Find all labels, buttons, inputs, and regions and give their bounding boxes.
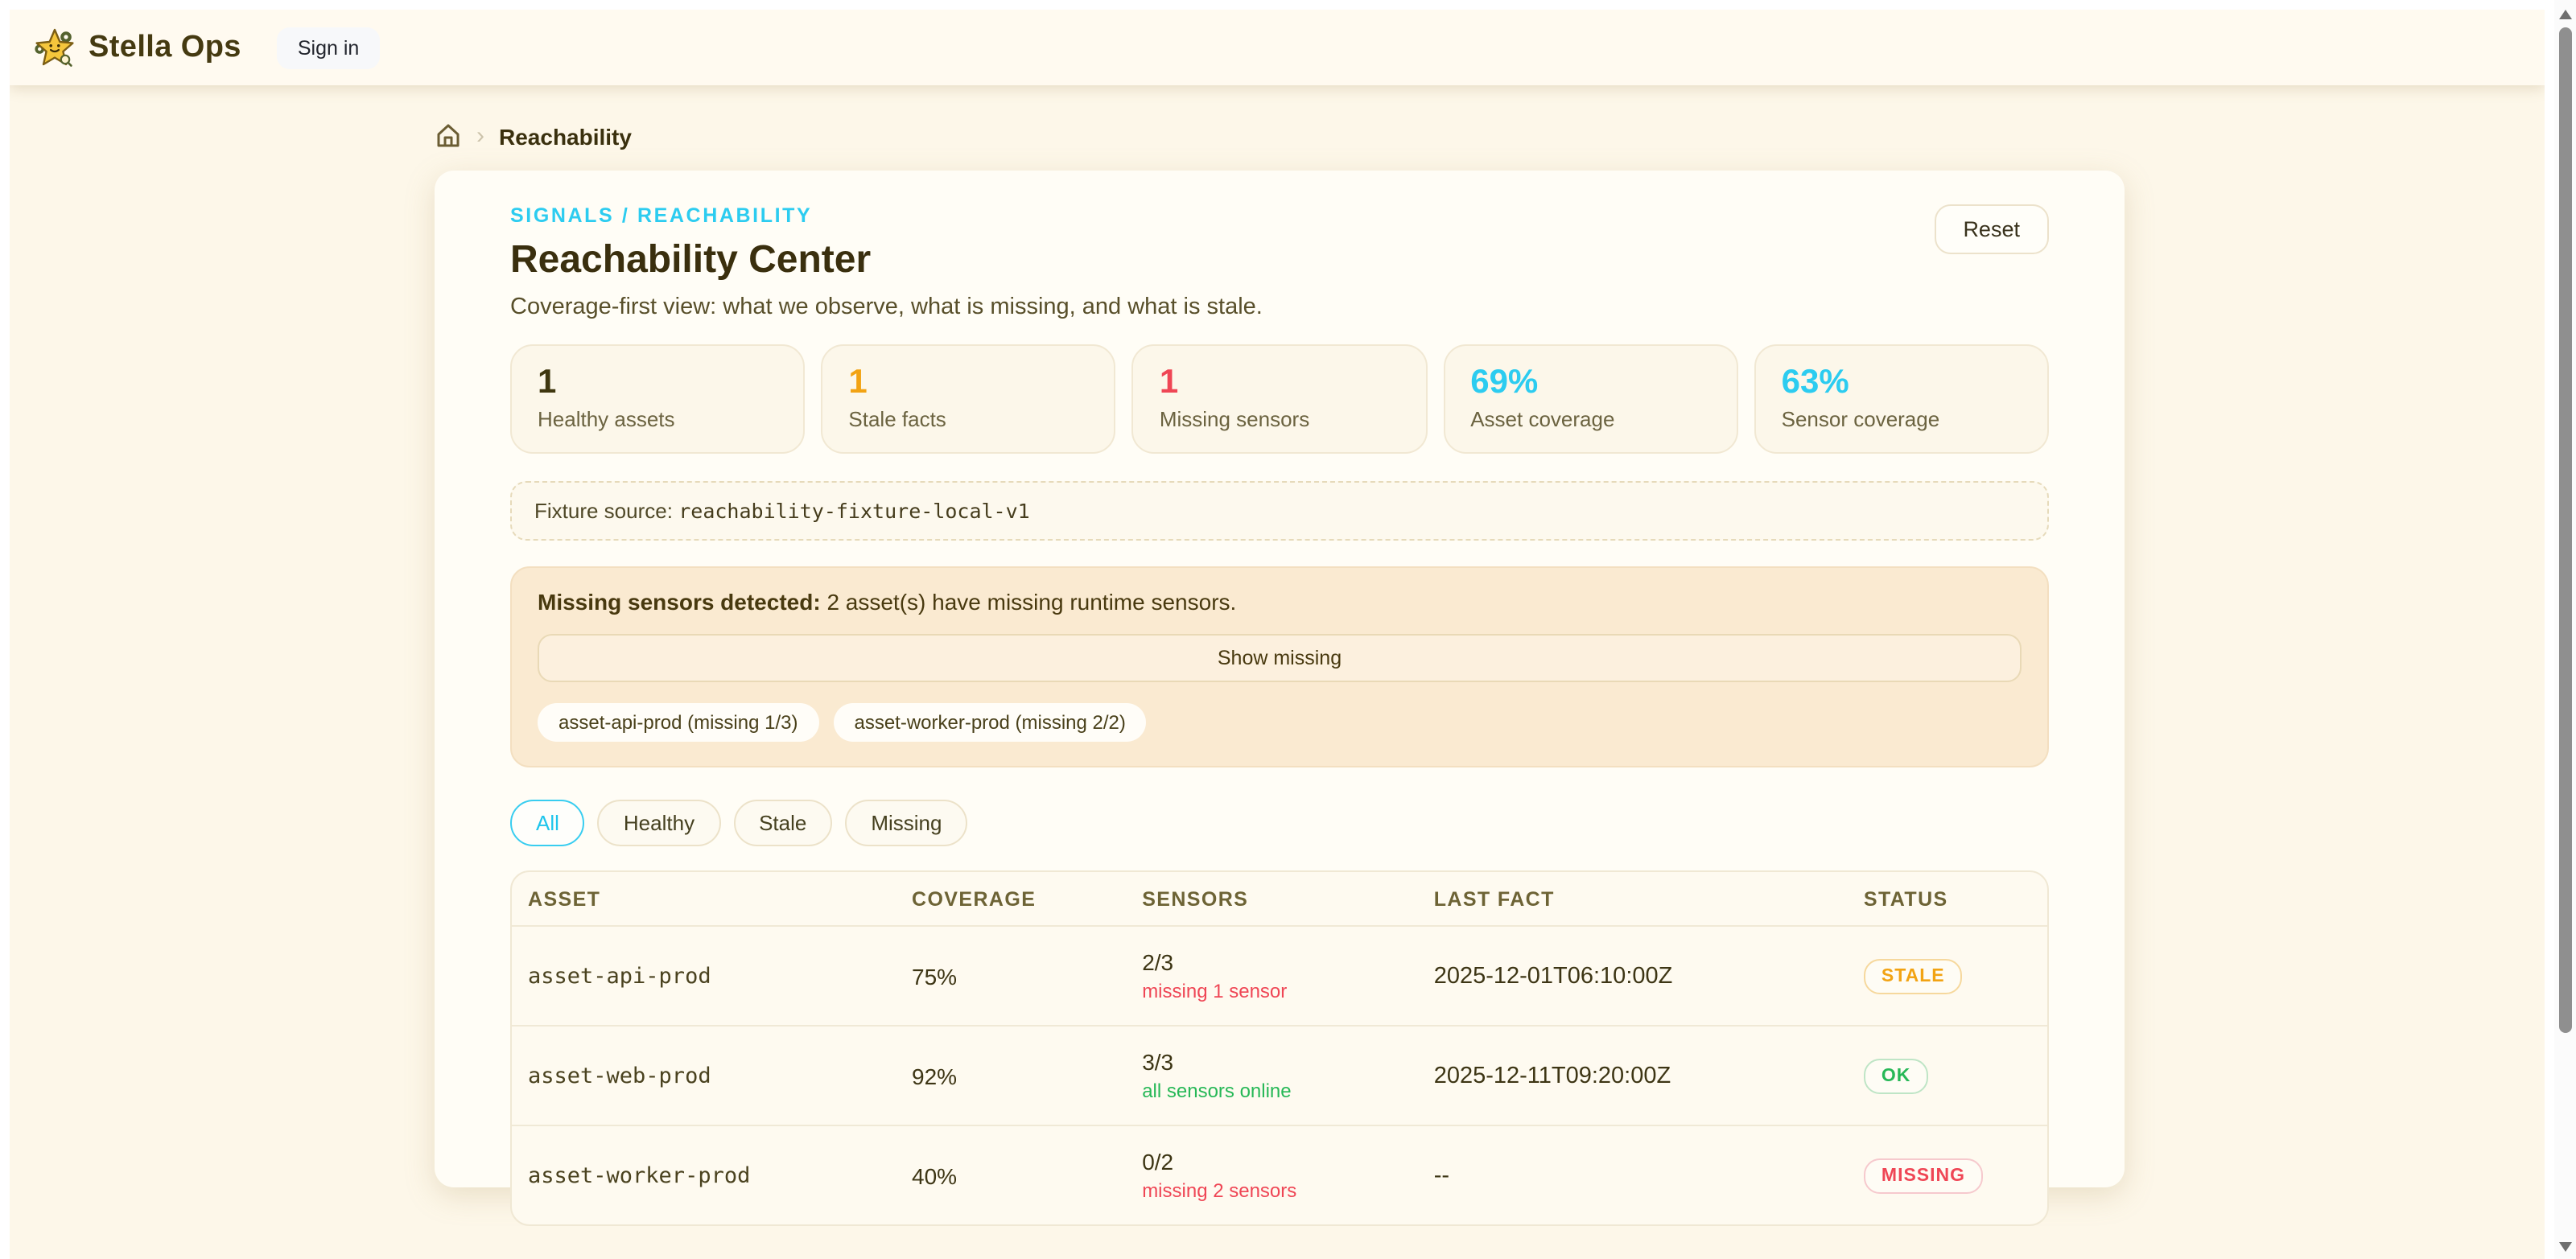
stat-card-stale-facts <box>821 344 1115 454</box>
column-header-last-fact: LAST FACT <box>1433 888 1555 911</box>
status-badge: MISSING <box>1864 1158 1983 1193</box>
coverage-value: 92% <box>912 1063 958 1088</box>
home-icon[interactable] <box>435 122 462 150</box>
stat-card-asset-coverage <box>1443 344 1737 454</box>
filter-missing[interactable]: Missing <box>845 800 967 846</box>
sensors-cell <box>1126 927 1418 1025</box>
table-row[interactable] <box>512 925 2047 1025</box>
breadcrumb <box>435 122 2545 150</box>
fixture-source-bar <box>510 481 2049 541</box>
scrollbar-thumb[interactable] <box>2559 27 2572 1033</box>
panel-header <box>510 204 2049 320</box>
column-header-status: STATUS <box>1863 888 1948 911</box>
filter-healthy[interactable]: Healthy <box>598 800 720 846</box>
stat-card-healthy-assets <box>510 344 805 454</box>
assets-table <box>510 870 2049 1226</box>
sensors-cell <box>1126 1126 1418 1224</box>
asset-name: asset-web-prod <box>528 1063 711 1088</box>
vertical-scrollbar[interactable] <box>2554 0 2576 1259</box>
stat-label: Sensor coverage <box>1781 407 1940 432</box>
stat-card-missing-sensors <box>1132 344 1427 454</box>
page-background <box>10 10 2545 1259</box>
table-row[interactable] <box>512 1025 2047 1125</box>
show-missing-button[interactable]: Show missing <box>538 634 2022 682</box>
missing-sensors-alert <box>510 566 2049 767</box>
sensors-note: missing 2 sensors <box>1142 1179 1297 1202</box>
stat-value: 1 <box>538 364 557 401</box>
section-eyebrow: SIGNALS / REACHABILITY <box>510 204 813 227</box>
reachability-panel <box>435 171 2125 1202</box>
brand-name: Stella Ops <box>89 30 241 64</box>
stat-label: Missing sensors <box>1159 407 1310 432</box>
sensors-note: all sensors online <box>1142 1080 1292 1102</box>
page-title: Reachability Center <box>510 238 872 282</box>
status-badge: STALE <box>1864 958 1963 994</box>
missing-asset-chips <box>538 703 2022 742</box>
coverage-value: 40% <box>912 1162 958 1188</box>
table-header-row <box>512 872 2047 925</box>
column-header-coverage: COVERAGE <box>912 888 1037 911</box>
fixture-source-value: reachability-fixture-local-v1 <box>678 499 1030 523</box>
sensors-cell <box>1126 1027 1418 1125</box>
page-subtitle: Coverage-first view: what we observe, what is missing, and what is stale. <box>510 294 1263 320</box>
stat-label: Healthy assets <box>538 407 675 432</box>
sign-in-button[interactable]: Sign in <box>277 27 380 68</box>
stat-cards <box>510 344 2049 454</box>
stat-value: 63% <box>1781 364 1849 401</box>
column-header-asset: ASSET <box>528 888 601 911</box>
sensors-count: 0/2 <box>1142 1149 1174 1175</box>
star-mascot-logo-icon <box>34 27 76 68</box>
scroll-down-arrow-icon[interactable] <box>2559 1241 2572 1251</box>
status-cell <box>1848 1135 2047 1216</box>
top-bar <box>10 10 2545 85</box>
last-fact-value: 2025-12-11T09:20:00Z <box>1433 1063 1671 1088</box>
coverage-value: 75% <box>912 963 958 989</box>
table-body <box>512 925 2047 1224</box>
panel-header-text <box>510 204 1263 320</box>
filter-stale[interactable]: Stale <box>733 800 832 846</box>
brand[interactable] <box>34 27 241 68</box>
fixture-source-label: Fixture source: <box>534 499 673 523</box>
scroll-up-arrow-icon[interactable] <box>2559 10 2572 19</box>
alert-text <box>538 589 2022 615</box>
alert-title: Missing sensors detected: <box>538 589 821 615</box>
last-fact-value: -- <box>1433 1162 1450 1188</box>
table-row[interactable] <box>512 1125 2047 1224</box>
filter-all[interactable]: All <box>510 800 585 846</box>
sensors-count: 3/3 <box>1142 1049 1174 1075</box>
stat-label: Stale facts <box>848 407 946 432</box>
status-filters <box>510 800 2049 846</box>
status-cell <box>1848 936 2047 1016</box>
column-header-sensors: SENSORS <box>1142 888 1249 911</box>
asset-name: asset-worker-prod <box>528 1162 751 1188</box>
sensors-count: 2/3 <box>1142 949 1174 975</box>
stat-card-sensor-coverage <box>1754 344 2049 454</box>
asset-name: asset-api-prod <box>528 963 711 989</box>
breadcrumb-current[interactable]: Reachability <box>499 123 632 149</box>
stat-value: 69% <box>1470 364 1539 401</box>
status-badge: OK <box>1864 1058 1929 1093</box>
missing-asset-chip[interactable]: asset-worker-prod (missing 2/2) <box>833 703 1146 742</box>
stat-label: Asset coverage <box>1470 407 1615 432</box>
chevron-right-icon: › <box>476 122 484 150</box>
stat-value: 1 <box>1159 364 1179 401</box>
last-fact-value: 2025-12-01T06:10:00Z <box>1433 963 1673 989</box>
reset-button[interactable]: Reset <box>1934 204 2049 254</box>
alert-message: 2 asset(s) have missing runtime sensors. <box>826 589 1237 615</box>
sensors-note: missing 1 sensor <box>1142 980 1288 1002</box>
stat-value: 1 <box>848 364 868 401</box>
missing-asset-chip[interactable]: asset-api-prod (missing 1/3) <box>538 703 818 742</box>
status-cell <box>1848 1035 2047 1116</box>
